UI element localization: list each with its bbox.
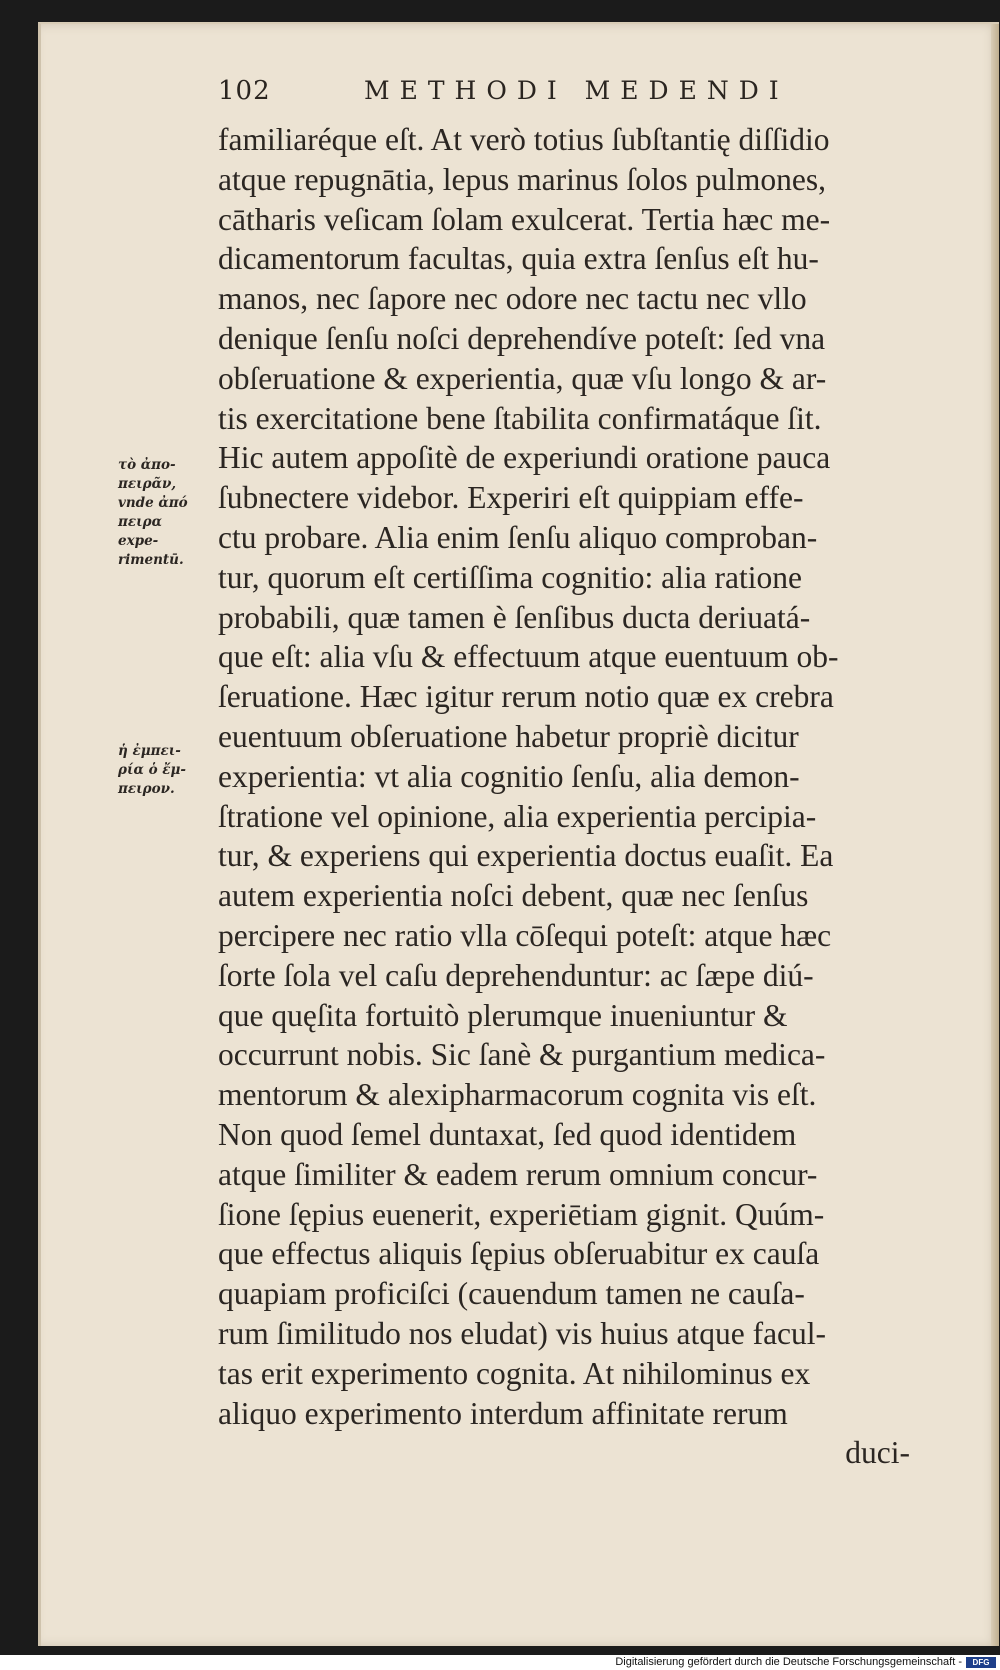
page-header (218, 76, 848, 116)
text-line: tur, & experiens qui experientia doctus euaſit. Ea (218, 838, 834, 874)
text-line: familiaréque eſt. At verò totius ſubſtantię diſſidio (218, 122, 830, 157)
text-line: obſeruatione & experientia, quæ vſu longo & ar- (218, 360, 827, 396)
text-line: manos, nec ſapore nec odore nec tactu nec vllo (218, 281, 807, 317)
text-line: quapiam proficiſci (cauendum tamen ne cauſa- (218, 1276, 805, 1312)
page-edge (991, 24, 999, 1646)
margin-note-line: τὸ ἀπο- (118, 457, 176, 473)
text-line: probabili, quæ tamen è ſenſibus ducta deriuatá- (218, 599, 811, 635)
margin-note-line: rimentū. (118, 552, 184, 568)
text-line: ſtratione vel opinione, alia experientia percipia- (218, 798, 817, 834)
margin-note-line: vnde ἀπό (118, 495, 188, 511)
text-line: ctu probare. Alia enim ſenſu aliquo comproban- (218, 519, 818, 555)
text-line: occurrunt nobis. Sic ſanè & purgantium medica- (218, 1037, 826, 1073)
text-line: Non quod ſemel duntaxat, ſed quod identidem (218, 1116, 797, 1152)
text-line: euentuum obſeruatione habetur propriè dicitur (218, 718, 799, 754)
text-line: tur, quorum eſt certiſſima cognitio: alia ratione (218, 559, 802, 595)
text-line: que effectus aliquis ſępius obſeruabitur ex cauſa (218, 1236, 820, 1272)
text-line: tis exercitatione bene ſtabilita confirmatáque ſit. (218, 400, 822, 436)
margin-note-experimentum (118, 456, 226, 570)
text-line: ſeruatione. Hæc igitur rerum notio quæ ex crebra (218, 679, 834, 715)
catchword: duci- (845, 1435, 910, 1471)
text-line: que eſt: alia vſu & effectuum atque euentuum ob- (218, 639, 839, 675)
margin-note-line: πειρον. (118, 781, 175, 797)
text-line: mentorum & alexipharmacorum cognita vis eſt. (218, 1077, 817, 1113)
body-text (218, 120, 910, 1473)
margin-note-line: expe- (118, 533, 159, 549)
page-number: 102 (218, 76, 271, 106)
margin-note-line: πειρα (118, 514, 162, 530)
text-line: aliquo experimento interdum affinitate rerum (218, 1395, 788, 1431)
margin-note-line: πειρᾶν, (118, 476, 177, 492)
text-line: denique ſenſu noſci deprehendíve poteſt: ſed vna (218, 320, 826, 356)
text-line: dicamentorum facultas, quia extra ſenſus eſt hu- (218, 241, 819, 277)
text-line: ſorte ſola vel caſu deprehenduntur: ac ſæpe diú- (218, 957, 814, 993)
text-line: Hic autem appoſitè de experiundi oratione pauca (218, 440, 831, 476)
text-line: ſione ſępius euenerit, experiētiam gignit. Quúm- (218, 1196, 825, 1232)
text-line: rum ſimilitudo nos eludat) vis huius atque facul- (218, 1315, 827, 1351)
dfg-logo: DFG (966, 1657, 996, 1668)
text-line: cātharis veſicam ſolam exulcerat. Tertia hæc me- (218, 201, 831, 237)
digitization-footer (0, 1656, 1000, 1670)
margin-note-empeiria (118, 742, 226, 799)
running-head: METHODI MEDENDI (364, 76, 789, 105)
text-line: que quęſita fortuitò plerumque inueniuntur & (218, 997, 788, 1033)
text-line: experientia: vt alia cognitio ſenſu, alia demon- (218, 758, 800, 794)
text-line: autem experientia noſci debent, quæ nec ſenſus (218, 878, 809, 914)
margin-note-line: ρία ὁ ἔμ- (118, 762, 186, 778)
text-line: ſubnectere videbor. Experiri eſt quippiam effe- (218, 480, 804, 516)
text-line: tas erit experimento cognita. At nihilominus ex (218, 1355, 811, 1391)
text-line: atque repugnātia, lepus marinus ſolos pulmones, (218, 161, 827, 197)
funding-credit: Digitalisierung gefördert durch die Deutsche Forschungsgemeinschaft - (615, 1656, 962, 1668)
text-line: percipere nec ratio vlla cōſequi poteſt: atque hæc (218, 917, 832, 953)
margin-note-line: ἡ ἐμπει- (118, 743, 181, 759)
text-line: atque ſimiliter & eadem rerum omnium concur- (218, 1156, 818, 1192)
